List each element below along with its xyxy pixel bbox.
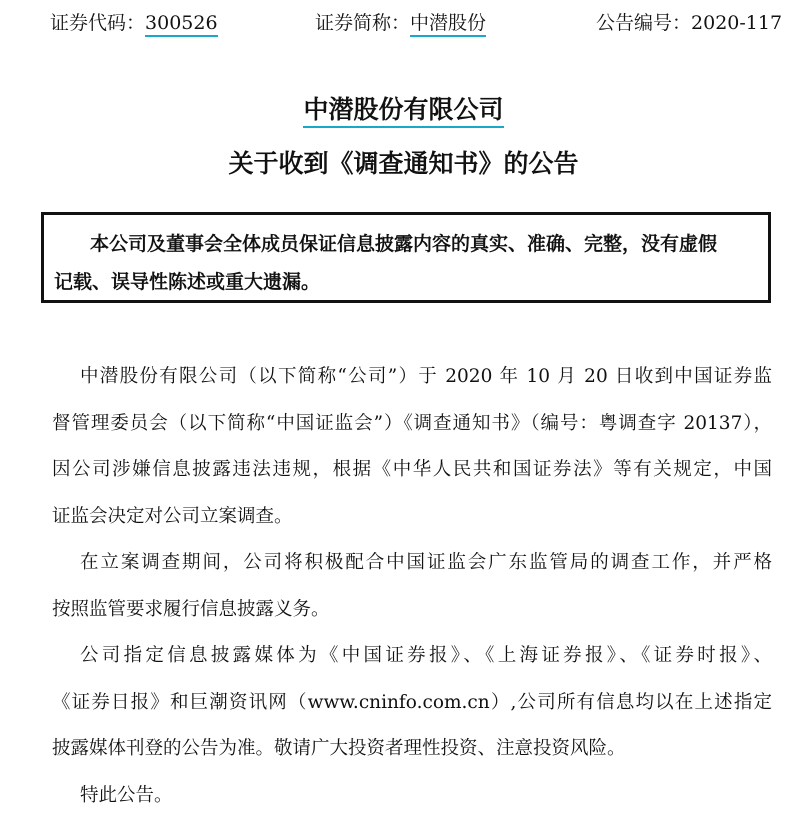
stock-name [315, 8, 486, 35]
paragraph-line: 证监会决定对公司立案调查。 [52, 505, 293, 527]
announcement-no-value: 2020-117 [691, 12, 783, 34]
paragraph-line: 在立案调查期间，公司将积极配合中国证监会广东监管局的调查工作，并严格 [80, 552, 772, 573]
paragraph-line: 中潜股份有限公司（以下简称“公司”）于 2020 年 10 月 20 日收到中国证券监 [80, 366, 772, 387]
stock-name-label: 证券简称： [315, 12, 411, 34]
paragraph-line: 督管理委员会（以下简称“中国证监会”）《调查通知书》（编号：粤调查字 20137）， [52, 412, 772, 434]
company-title [0, 90, 807, 126]
announcement-title: 关于收到《调查通知书》的公告 [228, 149, 579, 178]
announcement-no [596, 8, 782, 35]
statement-line: 本公司及董事会全体成员保证信息披露内容的真实、准确、完整，没有虚假 [90, 233, 718, 255]
paragraph-line: 《证券日报》和巨潮资讯网（www.cninfo.com.cn）,公司所有信息均以在上述指定 [52, 691, 772, 713]
stock-name-value[interactable]: 中潜股份 [410, 12, 486, 37]
paragraph-line: 按照监管要求履行信息披露义务。 [52, 598, 330, 620]
stock-code [50, 8, 218, 35]
stock-code-label: 证券代码： [50, 12, 146, 34]
paragraph-line: 公司指定信息披露媒体为《中国证券报》、《上海证券报》、《证券时报》、 [80, 645, 772, 666]
statement-line: 记载、误导性陈述或重大遗漏。 [54, 271, 321, 293]
stock-code-value[interactable]: 300526 [145, 12, 218, 37]
statement-box [41, 212, 771, 303]
closing-line: 特此公告。 [80, 784, 173, 806]
paragraph-line: 披露媒体刊登的公告为准。敬请广大投资者理性投资、注意投资风险。 [52, 738, 626, 759]
company-title-text[interactable]: 中潜股份有限公司 [303, 95, 503, 128]
paragraph-line: 因公司涉嫌信息披露违法违规，根据《中华人民共和国证券法》等有关规定，中国 [52, 459, 772, 480]
announcement-no-label: 公告编号： [596, 12, 692, 34]
